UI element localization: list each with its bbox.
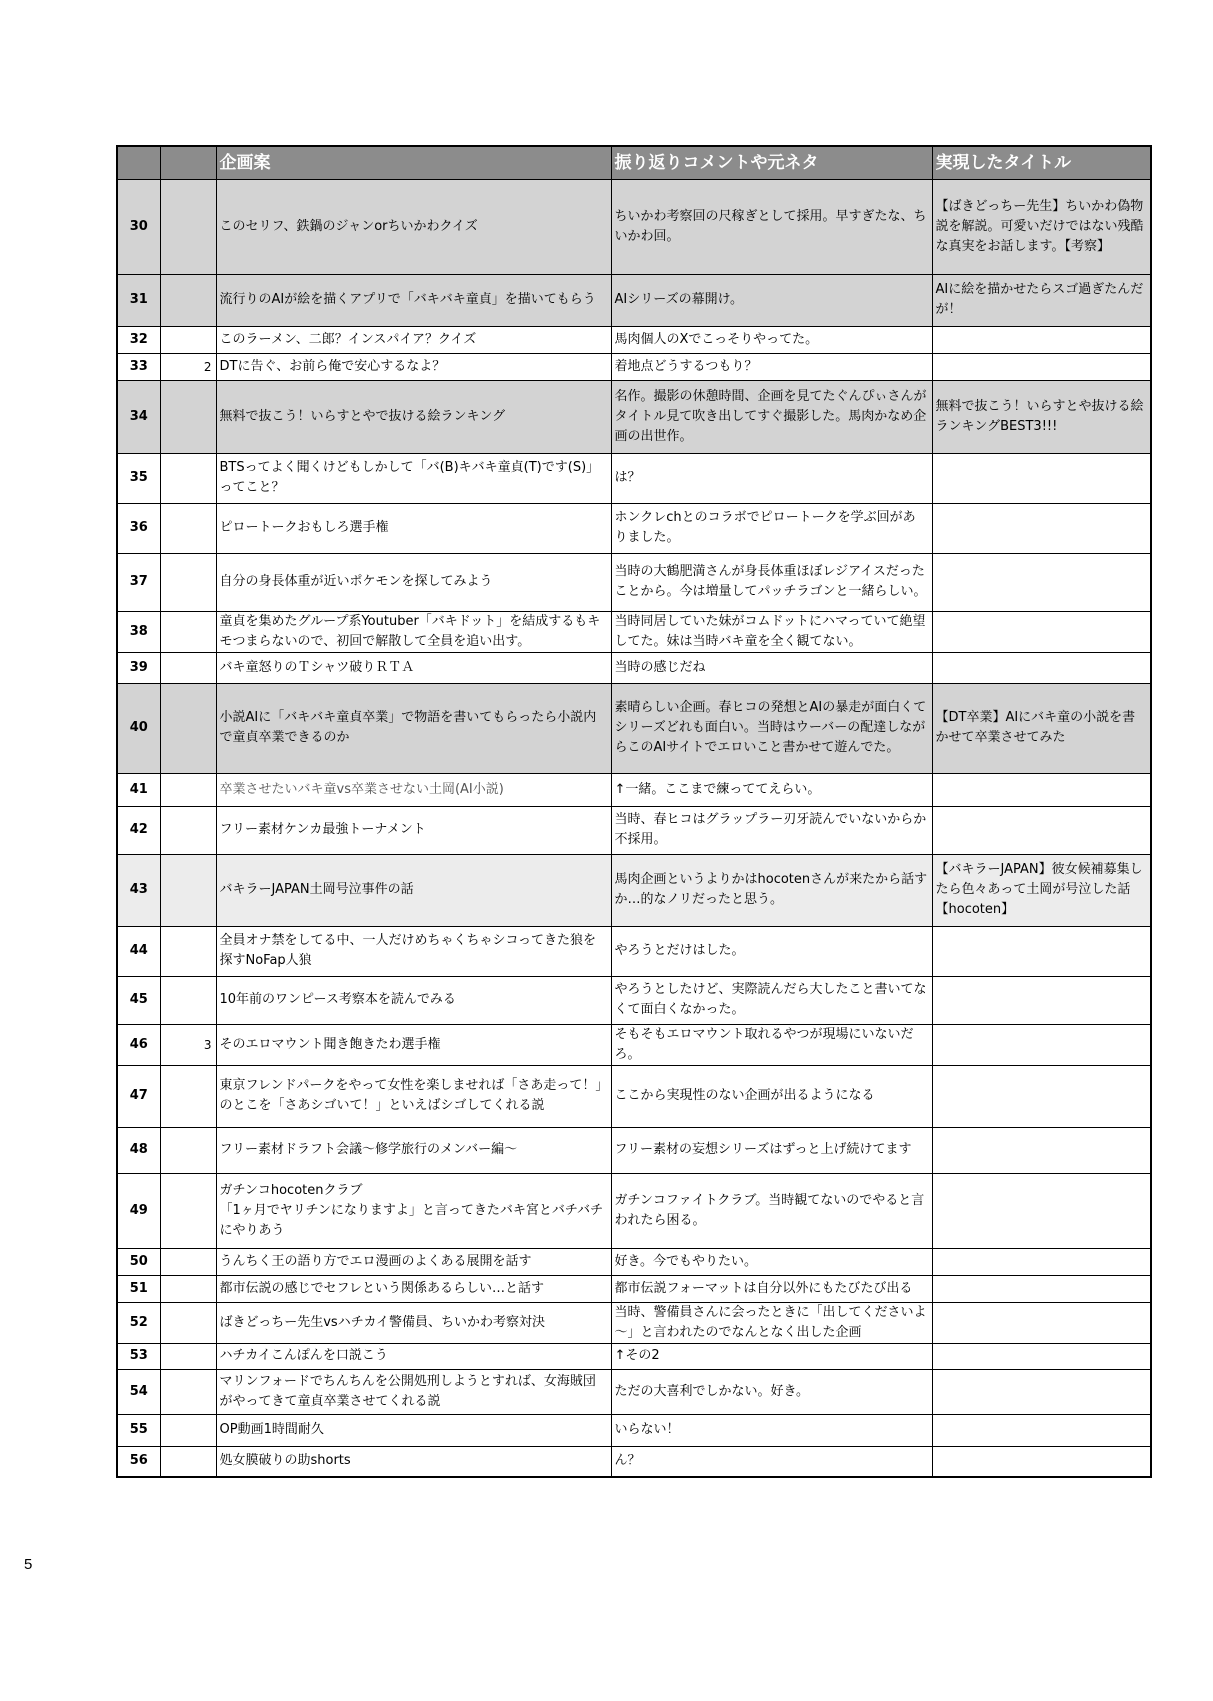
row-idea: 処女膜破りの助shorts bbox=[216, 1446, 611, 1477]
row-idea: そのエロマウント聞き飽きたわ選手権 bbox=[216, 1024, 611, 1065]
row-idea: このセリフ、鉄鍋のジャンorちいかわクイズ bbox=[216, 179, 611, 274]
row-title bbox=[932, 1024, 1151, 1065]
header-sub bbox=[160, 146, 216, 179]
row-title bbox=[932, 1369, 1151, 1414]
row-comment: やろうとしたけど、実際読んだら大したこと書いてなくて面白くなかった。 bbox=[611, 976, 932, 1024]
row-title bbox=[932, 1446, 1151, 1477]
row-comment: 当時の大鶴肥満さんが身長体重ほぼレジアイスだったことから。今は増量してパッチラゴンと一緒らしい。 bbox=[611, 553, 932, 611]
row-title bbox=[932, 1173, 1151, 1248]
row-title bbox=[932, 1302, 1151, 1343]
page-number: 5 bbox=[24, 1556, 33, 1573]
table-row bbox=[117, 1248, 1151, 1275]
row-number: 47 bbox=[117, 1065, 160, 1127]
table-row bbox=[117, 179, 1151, 274]
row-idea: 自分の身長体重が近いポケモンを探してみよう bbox=[216, 553, 611, 611]
row-sub bbox=[160, 773, 216, 806]
row-idea: バキ童怒りのＴシャツ破りＲＴＡ bbox=[216, 652, 611, 683]
row-comment: 馬肉個人のXでこっそりやってた。 bbox=[611, 326, 932, 353]
row-number: 33 bbox=[117, 353, 160, 380]
row-number: 50 bbox=[117, 1248, 160, 1275]
row-sub bbox=[160, 1173, 216, 1248]
row-title bbox=[932, 652, 1151, 683]
row-number: 44 bbox=[117, 926, 160, 976]
row-sub bbox=[160, 1065, 216, 1127]
row-number: 36 bbox=[117, 503, 160, 553]
row-title bbox=[932, 976, 1151, 1024]
row-number: 37 bbox=[117, 553, 160, 611]
row-idea: バキラーJAPAN土岡号泣事件の話 bbox=[216, 854, 611, 926]
table-row bbox=[117, 1173, 1151, 1248]
row-title bbox=[932, 806, 1151, 854]
row-sub bbox=[160, 1275, 216, 1302]
row-sub bbox=[160, 1369, 216, 1414]
row-idea: DTに告ぐ、お前ら俺で安心するなよ？ bbox=[216, 353, 611, 380]
row-idea: 無料で抜こう！いらすとやで抜ける絵ランキング bbox=[216, 380, 611, 453]
row-idea: ピロートークおもしろ選手権 bbox=[216, 503, 611, 553]
row-comment: やろうとだけはした。 bbox=[611, 926, 932, 976]
row-comment: ガチンコファイトクラブ。当時観てないのでやると言われたら困る。 bbox=[611, 1173, 932, 1248]
row-number: 49 bbox=[117, 1173, 160, 1248]
header-comment: 振り返りコメントや元ネタ bbox=[611, 146, 932, 179]
row-number: 52 bbox=[117, 1302, 160, 1343]
row-idea: ハチカイこんぽんを口説こう bbox=[216, 1343, 611, 1369]
row-number: 39 bbox=[117, 652, 160, 683]
row-idea: うんちく王の語り方でエロ漫画のよくある展開を話す bbox=[216, 1248, 611, 1275]
row-title bbox=[932, 503, 1151, 553]
row-idea: 童貞を集めたグループ系Youtuber「バキドット」を結成するもキモつまらないので、初回で解散して全員を追い出す。 bbox=[216, 611, 611, 652]
row-number: 43 bbox=[117, 854, 160, 926]
row-number: 41 bbox=[117, 773, 160, 806]
row-sub bbox=[160, 854, 216, 926]
row-idea: ガチンコhocotenクラブ 「1ヶ月でヤリチンになりますよ」と言ってきたバキ宮とバチバチにやりあう bbox=[216, 1173, 611, 1248]
row-comment: ん？ bbox=[611, 1446, 932, 1477]
row-number: 56 bbox=[117, 1446, 160, 1477]
row-comment: 当時、警備員さんに会ったときに「出してくださいよ～」と言われたのでなんとなく出した企画 bbox=[611, 1302, 932, 1343]
row-sub bbox=[160, 380, 216, 453]
row-title: 【バキラーJAPAN】彼女候補募集したら色々あって土岡が号泣した話【hocoten】 bbox=[932, 854, 1151, 926]
row-number: 40 bbox=[117, 683, 160, 773]
table-row bbox=[117, 553, 1151, 611]
table-row bbox=[117, 611, 1151, 652]
row-number: 51 bbox=[117, 1275, 160, 1302]
row-idea: フリー素材ドラフト会議～修学旅行のメンバー編～ bbox=[216, 1127, 611, 1173]
row-idea: 流行りのAIが絵を描くアプリで「バキバキ童貞」を描いてもらう bbox=[216, 274, 611, 326]
row-idea: このラーメン、二郎？インスパイア？クイズ bbox=[216, 326, 611, 353]
row-sub bbox=[160, 274, 216, 326]
row-comment: フリー素材の妄想シリーズはずっと上げ続けてます bbox=[611, 1127, 932, 1173]
row-sub bbox=[160, 1302, 216, 1343]
row-idea: 全員オナ禁をしてる中、一人だけめちゃくちゃシコってきた狼を探すNoFap人狼 bbox=[216, 926, 611, 976]
table-row bbox=[117, 326, 1151, 353]
row-title bbox=[932, 1248, 1151, 1275]
row-title: 無料で抜こう！いらすとや抜ける絵ランキングBEST3!!! bbox=[932, 380, 1151, 453]
row-idea: 東京フレンドパークをやって女性を楽しませれば「さあ走って！」のとこを「さあシゴいて！」といえばシゴしてくれる説 bbox=[216, 1065, 611, 1127]
row-title bbox=[932, 1127, 1151, 1173]
row-title bbox=[932, 453, 1151, 503]
row-title bbox=[932, 611, 1151, 652]
row-number: 32 bbox=[117, 326, 160, 353]
row-number: 34 bbox=[117, 380, 160, 453]
row-comment: いらない！ bbox=[611, 1414, 932, 1446]
row-comment: 当時、春ヒコはグラップラー刃牙読んでいないからか不採用。 bbox=[611, 806, 932, 854]
row-title bbox=[932, 1065, 1151, 1127]
row-number: 38 bbox=[117, 611, 160, 652]
row-number: 53 bbox=[117, 1343, 160, 1369]
row-idea: 都市伝説の感じでセフレという関係あるらしい…と話す bbox=[216, 1275, 611, 1302]
table-row bbox=[117, 453, 1151, 503]
row-sub bbox=[160, 683, 216, 773]
row-number: 42 bbox=[117, 806, 160, 854]
row-title bbox=[932, 1414, 1151, 1446]
row-idea: フリー素材ケンカ最強トーナメント bbox=[216, 806, 611, 854]
row-comment: ホンクレchとのコラボでピロートークを学ぶ回がありました。 bbox=[611, 503, 932, 553]
row-title bbox=[932, 326, 1151, 353]
row-number: 55 bbox=[117, 1414, 160, 1446]
row-comment: 素晴らしい企画。春ヒコの発想とAIの暴走が面白くてシリーズどれも面白い。当時はウーバーの配達しながらこのAIサイトでエロいこと書かせて遊んでた。 bbox=[611, 683, 932, 773]
row-sub bbox=[160, 1248, 216, 1275]
table-row bbox=[117, 854, 1151, 926]
row-comment: ↑一緒。ここまで練っててえらい。 bbox=[611, 773, 932, 806]
table-row bbox=[117, 976, 1151, 1024]
row-title bbox=[932, 926, 1151, 976]
row-sub: 3 bbox=[160, 1024, 216, 1065]
table-row bbox=[117, 503, 1151, 553]
table-row bbox=[117, 652, 1151, 683]
row-comment: は？ bbox=[611, 453, 932, 503]
row-comment: ここから実現性のない企画が出るようになる bbox=[611, 1065, 932, 1127]
row-sub bbox=[160, 1414, 216, 1446]
table-row bbox=[117, 1369, 1151, 1414]
row-idea: 10年前のワンピース考察本を読んでみる bbox=[216, 976, 611, 1024]
table-row bbox=[117, 773, 1151, 806]
row-sub bbox=[160, 1343, 216, 1369]
table-row bbox=[117, 806, 1151, 854]
row-comment: 着地点どうするつもり？ bbox=[611, 353, 932, 380]
table-row bbox=[117, 1065, 1151, 1127]
row-sub bbox=[160, 806, 216, 854]
row-number: 35 bbox=[117, 453, 160, 503]
row-sub bbox=[160, 453, 216, 503]
table-row bbox=[117, 683, 1151, 773]
row-sub: 2 bbox=[160, 353, 216, 380]
row-comment: 都市伝説フォーマットは自分以外にもたびたび出る bbox=[611, 1275, 932, 1302]
row-sub bbox=[160, 652, 216, 683]
header-idea: 企画案 bbox=[216, 146, 611, 179]
row-comment: 馬肉企画というよりかはhocotenさんが来たから話すか…的なノリだったと思う。 bbox=[611, 854, 932, 926]
row-title: 【DT卒業】AIにバキ童の小説を書かせて卒業させてみた bbox=[932, 683, 1151, 773]
row-sub bbox=[160, 611, 216, 652]
row-sub bbox=[160, 503, 216, 553]
row-sub bbox=[160, 326, 216, 353]
row-title bbox=[932, 773, 1151, 806]
row-comment: 当時同居していた妹がコムドットにハマっていて絶望してた。妹は当時バキ童を全く観てない。 bbox=[611, 611, 932, 652]
row-comment: AIシリーズの幕開け。 bbox=[611, 274, 932, 326]
row-sub bbox=[160, 1127, 216, 1173]
row-number: 48 bbox=[117, 1127, 160, 1173]
row-title: 【ばきどっちー先生】ちいかわ偽物説を解説。可愛いだけではない残酷な真実をお話します。【考察】 bbox=[932, 179, 1151, 274]
row-title: AIに絵を描かせたらスゴ過ぎたんだが！ bbox=[932, 274, 1151, 326]
header-number bbox=[117, 146, 160, 179]
idea-table bbox=[116, 145, 1152, 1478]
table-row bbox=[117, 353, 1151, 380]
row-sub bbox=[160, 1446, 216, 1477]
table-row bbox=[117, 274, 1151, 326]
row-number: 31 bbox=[117, 274, 160, 326]
row-number: 30 bbox=[117, 179, 160, 274]
row-number: 45 bbox=[117, 976, 160, 1024]
row-sub bbox=[160, 926, 216, 976]
table-row bbox=[117, 1343, 1151, 1369]
table-row bbox=[117, 380, 1151, 453]
row-idea: 小説AIに「バキバキ童貞卒業」で物語を書いてもらったら小説内で童貞卒業できるのか bbox=[216, 683, 611, 773]
row-title bbox=[932, 553, 1151, 611]
table-row bbox=[117, 1127, 1151, 1173]
row-idea: マリンフォードでちんちんを公開処刑しようとすれば、女海賊団がやってきて童貞卒業させてくれる説 bbox=[216, 1369, 611, 1414]
row-number: 54 bbox=[117, 1369, 160, 1414]
row-comment: 好き。今でもやりたい。 bbox=[611, 1248, 932, 1275]
table-row bbox=[117, 1024, 1151, 1065]
row-title bbox=[932, 1275, 1151, 1302]
table-row bbox=[117, 1302, 1151, 1343]
header-title: 実現したタイトル bbox=[932, 146, 1151, 179]
row-comment: ただの大喜利でしかない。好き。 bbox=[611, 1369, 932, 1414]
row-comment: そもそもエロマウント取れるやつが現場にいないだろ。 bbox=[611, 1024, 932, 1065]
row-comment: 当時の感じだね bbox=[611, 652, 932, 683]
row-sub bbox=[160, 179, 216, 274]
row-idea: BTSってよく聞くけどもしかして「バ(B)キバキ童貞(T)です(S)」ってこと？ bbox=[216, 453, 611, 503]
row-idea: 卒業させたいバキ童vs卒業させない土岡(AI小説) bbox=[216, 773, 611, 806]
row-idea: OP動画1時間耐久 bbox=[216, 1414, 611, 1446]
row-title bbox=[932, 1343, 1151, 1369]
table-row bbox=[117, 1414, 1151, 1446]
row-number: 46 bbox=[117, 1024, 160, 1065]
row-sub bbox=[160, 976, 216, 1024]
row-comment: 名作。撮影の休憩時間、企画を見てたぐんぴぃさんがタイトル見て吹き出してすぐ撮影した。馬肉かなめ企画の出世作。 bbox=[611, 380, 932, 453]
table-row bbox=[117, 1275, 1151, 1302]
row-comment: ↑その2 bbox=[611, 1343, 932, 1369]
table-header-row bbox=[117, 146, 1151, 179]
row-title bbox=[932, 353, 1151, 380]
table-row bbox=[117, 926, 1151, 976]
table-row bbox=[117, 1446, 1151, 1477]
row-comment: ちいかわ考察回の尺稼ぎとして採用。早すぎたな、ちいかわ回。 bbox=[611, 179, 932, 274]
row-sub bbox=[160, 553, 216, 611]
row-idea: ばきどっちー先生vsハチカイ警備員、ちいかわ考察対決 bbox=[216, 1302, 611, 1343]
